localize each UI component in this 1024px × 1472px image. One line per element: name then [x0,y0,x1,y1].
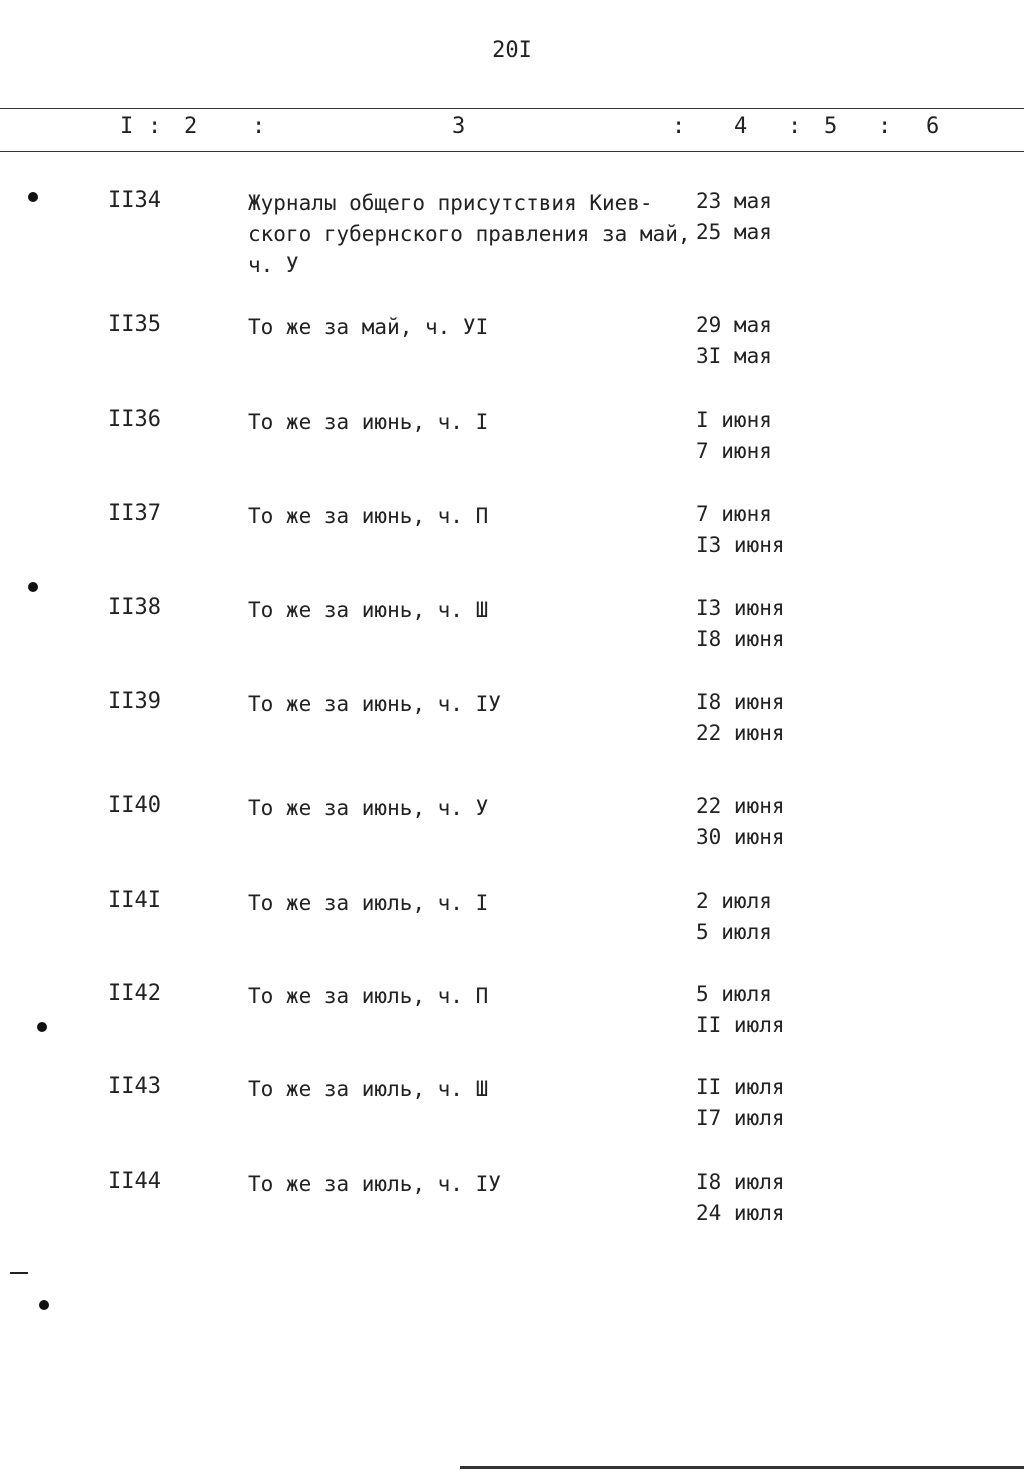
header-sep-5: : [878,114,892,139]
date-from: I3 июня [696,596,785,620]
row-number: II34 [108,188,161,213]
row-description: То же за июль, ч. IУ [248,1172,501,1196]
date-from: 29 мая [696,313,772,337]
row-description: Журналы общего присутствия Киев- ского губернского правления за май, ч. У [248,191,691,277]
date-to: II июля [696,1013,785,1037]
header-col-3: 3 [452,114,466,139]
margin-stroke [10,1272,28,1274]
header-sep-3: : [672,114,686,139]
header-sep-4: : [788,114,802,139]
date-from: I8 июня [696,690,785,714]
row-number: II4I [108,888,161,913]
row-description: То же за июнь, ч. П [248,504,489,528]
row-number: II37 [108,501,161,526]
date-to: 5 июля [696,920,772,944]
header-col-1: I [120,114,134,139]
header-col-5: 5 [824,114,838,139]
page-number: 20I [492,38,532,63]
date-from: I июня [696,408,772,432]
row-description: То же за июнь, ч. Ш [248,598,489,622]
margin-dot [39,1300,49,1310]
row-dates [696,791,785,853]
header-col-2: 2 [184,114,198,139]
row-number: II44 [108,1169,161,1194]
margin-dot [37,1022,47,1032]
row-number: II35 [108,312,161,337]
row-number: II39 [108,689,161,714]
date-from: 5 июля [696,982,772,1006]
date-from: 2 июля [696,889,772,913]
header-sep-2: : [252,114,266,139]
row-number: II38 [108,595,161,620]
date-to: I3 июня [696,533,785,557]
row-dates [696,499,785,561]
date-from: I8 июля [696,1170,785,1194]
date-to: 25 мая [696,220,772,244]
row-number: II42 [108,981,161,1006]
header-col-4: 4 [734,114,748,139]
row-number: II40 [108,793,161,818]
row-description: То же за июль, ч. Ш [248,1077,489,1101]
row-dates [696,886,772,948]
date-to: 22 июня [696,721,785,745]
row-dates [696,1167,785,1229]
row-description: То же за июнь, ч. IУ [248,692,501,716]
header-col-6: 6 [926,114,940,139]
row-number: II36 [108,407,161,432]
row-description: То же за июнь, ч. У [248,796,489,820]
table-top-rule [0,108,1024,109]
date-to: 30 июня [696,825,785,849]
row-dates [696,405,772,467]
date-to: 7 июня [696,439,772,463]
date-to: I7 июля [696,1106,785,1130]
row-description: То же за июль, ч. П [248,984,489,1008]
row-dates [696,1072,785,1134]
date-from: 23 мая [696,189,772,213]
date-to: 24 июля [696,1201,785,1225]
margin-dot [28,192,38,202]
date-from: 22 июня [696,794,785,818]
date-to: I8 июня [696,627,785,651]
bottom-edge-stroke [460,1466,1024,1469]
row-description: То же за июль, ч. I [248,891,489,915]
row-dates [696,979,785,1041]
row-dates [696,687,785,749]
table-header-rule [0,151,1024,152]
row-dates [696,186,772,248]
row-description: То же за июнь, ч. I [248,410,489,434]
date-to: 3I мая [696,344,772,368]
row-dates [696,310,772,372]
row-description: То же за май, ч. УI [248,315,489,339]
date-from: II июля [696,1075,785,1099]
row-number: II43 [108,1074,161,1099]
date-from: 7 июня [696,502,772,526]
margin-dot [28,582,38,592]
header-sep-1: : [148,114,162,139]
row-dates [696,593,785,655]
